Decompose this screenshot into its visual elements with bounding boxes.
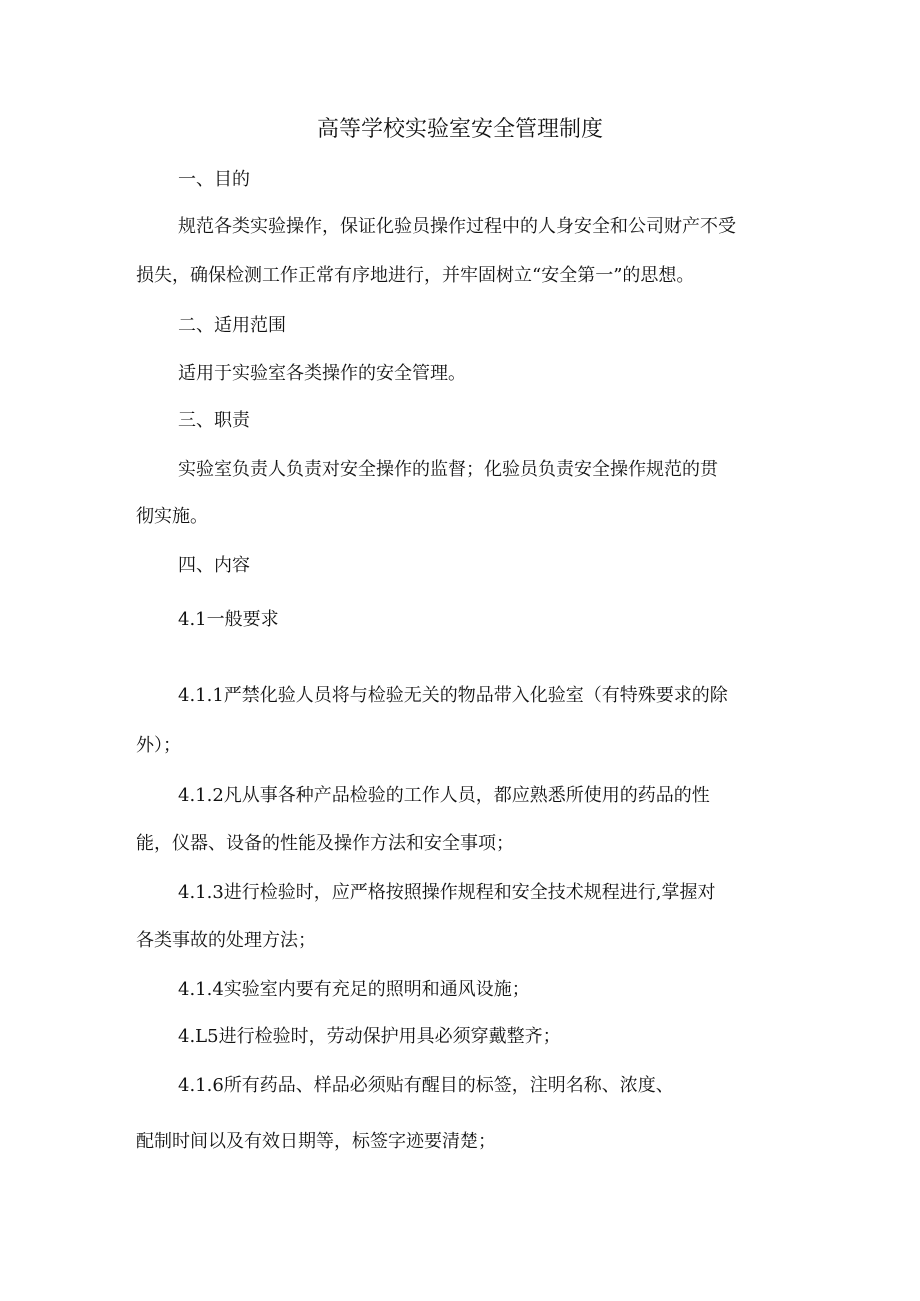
heading-purpose: 一、目的 [178,169,250,190]
paragraph-duties-line-2: 彻实施。 [136,506,208,527]
heading-scope: 二、适用范围 [178,315,286,336]
item-4-1-1-line-1: 4.1.1严禁化验人员将与检验无关的物品带入化验室（有特殊要求的除 [178,685,728,706]
item-4-1-5: 4.L5进行检验时，劳动保护用具必须穿戴整齐； [178,1026,561,1047]
subheading-4-1: 4.1一般要求 [178,609,279,630]
item-4-1-6-line-1: 4.1.6所有药品、样品必须贴有醒目的标签，注明名称、浓度、 [178,1075,674,1096]
paragraph-duties-line-1: 实验室负责人负责对安全操作的监督；化验员负责安全操作规范的贯 [178,459,718,480]
paragraph-purpose-line-1: 规范各类实验操作，保证化验员操作过程中的人身安全和公司财产不受 [178,216,736,237]
item-4-1-6-line-2: 配制时间以及有效日期等，标签字迹要清楚； [136,1131,496,1152]
paragraph-purpose-line-2: 损失，确保检测工作正常有序地进行，并牢固树立“安全第一”的思想。 [136,265,695,286]
heading-duties: 三、职责 [178,410,250,431]
paragraph-scope: 适用于实验室各类操作的安全管理。 [178,363,466,384]
item-4-1-3-line-2: 各类事故的处理方法； [136,930,316,951]
document-title: 高等学校实验室安全管理制度 [316,117,603,142]
item-4-1-4: 4.1.4实验室内要有充足的照明和通风设施； [178,979,530,1000]
item-4-1-2-line-1: 4.1.2凡从事各种产品检验的工作人员，都应熟悉所使用的药品的性 [178,785,710,806]
heading-content: 四、内容 [178,555,250,576]
item-4-1-3-line-1: 4.1.3进行检验时，应严格按照操作规程和安全技术规程进行,掌握对 [178,882,716,903]
item-4-1-2-line-2: 能，仪器、设备的性能及操作方法和安全事项； [136,833,514,854]
item-4-1-1-line-2: 外）； [136,735,181,756]
